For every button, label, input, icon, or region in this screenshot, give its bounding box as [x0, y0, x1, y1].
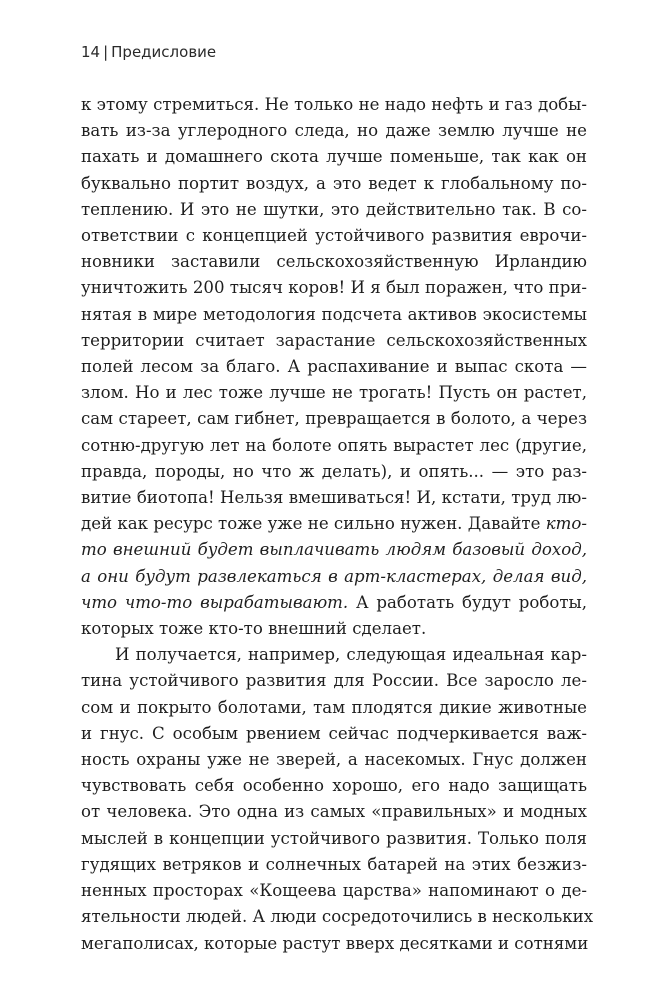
paragraph — [81, 642, 594, 956]
line-text: тина устойчивого развития для России. Все заросло ле- — [81, 671, 587, 691]
italic-text: а они будут развлекаться в арт-кластерах, делая вид, — [81, 566, 587, 586]
line-text: гудящих ветряков и солнечных батарей на этих безжиз- — [81, 854, 587, 874]
line-text: ненных просторах «Кощеева царства» напоминают о де- — [81, 881, 587, 901]
line-text: мыслей в концепции устойчивого развития. Только поля — [81, 828, 587, 848]
italic-text: то внешний будет выплачивать людям базовый доход, — [81, 540, 587, 560]
line-text: к этому стремиться. Не только не надо нефть и газ добы- — [81, 95, 587, 114]
line-text: территории считает зарастание сельскохозяйственных — [81, 330, 587, 350]
paragraph — [81, 92, 587, 642]
text-line — [81, 197, 587, 223]
line-text: вать из-за углеродного следа, но даже землю лучше не — [81, 121, 587, 141]
page-number: 14 — [81, 43, 101, 61]
line-text: злом. Но и лес тоже лучше не трогать! Пусть он растет, — [81, 383, 587, 403]
line-text: А работать будут роботы, — [348, 592, 587, 612]
line-text: витие биотопа! Нельзя вмешиваться! И, кстати, труд лю- — [81, 488, 587, 508]
running-header — [81, 43, 216, 61]
line-text: чувствовать себя особенно хорошо, его надо защищать — [81, 776, 587, 796]
text-line — [81, 564, 587, 590]
line-text: буквально портит воздух, а это ведет к глобальному по- — [81, 173, 587, 193]
text-line — [81, 773, 587, 799]
text-line — [81, 852, 587, 878]
text-line — [81, 354, 587, 380]
text-line — [81, 328, 587, 354]
text-line — [81, 433, 587, 459]
section-title: Предисловие — [111, 43, 217, 61]
line-text: ятельности людей. А люди сосредоточились в нескольких — [81, 907, 594, 927]
text-line — [81, 511, 587, 537]
text-line — [81, 616, 587, 642]
italic-text: что что-то вырабатывают. — [81, 592, 349, 612]
text-line — [81, 249, 587, 275]
text-line — [81, 721, 587, 747]
text-line — [81, 144, 587, 170]
line-text: которых тоже кто-то внешний сделает. — [81, 619, 427, 639]
line-text: дей как ресурс тоже уже не сильно нужен. Давайте — [81, 514, 546, 534]
line-text: полей лесом за благо. А распахивание и выпас скота — — [81, 357, 587, 377]
line-text: теплению. И это не шутки, это действительно так. В со- — [81, 199, 587, 219]
text-line — [81, 380, 587, 406]
text-line — [81, 302, 587, 328]
line-text: мегаполисах, которые растут вверх десятками и сотнями — [81, 933, 589, 953]
line-text: правда, породы, но что ж делать), и опять... — это раз- — [81, 461, 587, 481]
text-line — [81, 275, 587, 301]
text-line — [81, 537, 587, 563]
text-line — [81, 590, 587, 616]
text-line — [81, 459, 587, 485]
text-line — [81, 118, 587, 144]
text-line — [81, 668, 587, 694]
text-line — [81, 406, 587, 432]
text-line — [81, 747, 587, 773]
text-line — [81, 904, 594, 930]
header-separator: | — [103, 43, 109, 61]
text-line — [81, 171, 587, 197]
italic-text: кто- — [545, 514, 587, 534]
text-line — [81, 92, 587, 118]
line-text: сом и покрыто болотами, там плодятся дикие животные — [81, 697, 587, 717]
line-text: нятая в мире методология подсчета активов экосистемы — [81, 304, 587, 324]
line-text: сам стареет, сам гибнет, превращается в болото, а через — [81, 409, 587, 429]
text-line — [81, 485, 587, 511]
text-line — [81, 695, 587, 721]
text-line — [81, 642, 587, 668]
text-line — [81, 223, 587, 249]
text-line — [81, 799, 587, 825]
line-text: от человека. Это одна из самых «правильных» и модных — [81, 802, 587, 822]
text-line — [81, 931, 587, 957]
line-text: И получается, например, следующая идеальная кар- — [115, 645, 587, 665]
line-text: уничтожить 200 тысяч коров! И я был поражен, что при- — [81, 278, 587, 298]
text-line — [81, 826, 587, 852]
line-text: сотню-другую лет на болоте опять вырастет лес (другие, — [81, 435, 587, 455]
line-text: новники заставили сельскохозяйственную Ирландию — [81, 252, 587, 272]
line-text: ответствии с концепцией устойчивого развития еврочи- — [81, 226, 587, 246]
line-text: пахать и домашнего скота лучше поменьше, так как он — [81, 147, 587, 167]
line-text: ность охраны уже не зверей, а насекомых. Гнус должен — [81, 750, 587, 770]
line-text: и гнус. С особым рвением сейчас подчеркивается важ- — [81, 723, 587, 743]
body-text — [81, 92, 594, 957]
text-line — [81, 878, 587, 904]
